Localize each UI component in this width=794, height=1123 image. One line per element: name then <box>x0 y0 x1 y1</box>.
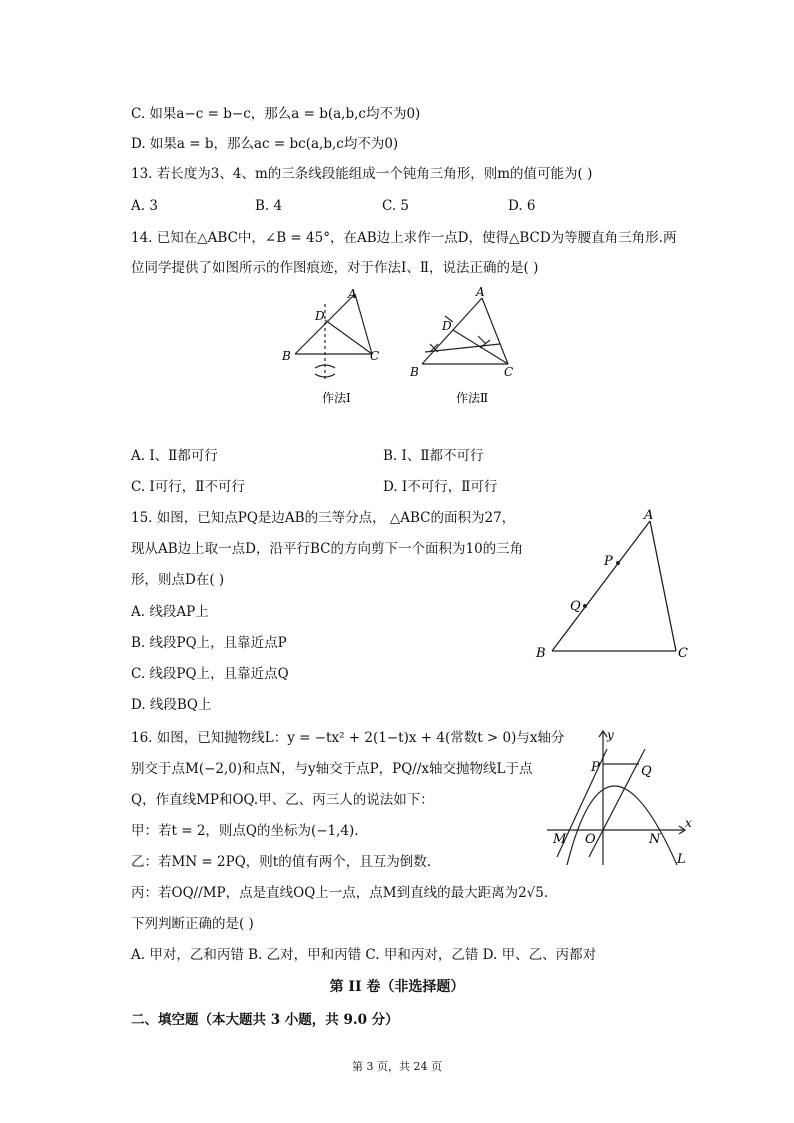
fig15-label-b: B <box>536 646 546 661</box>
question-14-line2: 位同学提供了如图所示的作图痕迹，对于作法Ⅰ、Ⅱ，说法正确的是( ) <box>131 260 539 276</box>
q13-option-b: B. 4 <box>255 198 283 214</box>
q15-option-b: B. 线段PQ上，且靠近点P <box>131 635 287 651</box>
fig15-label-p: P <box>604 554 613 569</box>
section-title: 第 II 卷（非选择题） <box>329 979 465 995</box>
fig15-label-a: A <box>644 508 654 523</box>
question-16-statement-jia: 甲：若t = 2，则点Q的坐标为(−1,4). <box>131 823 359 839</box>
q15-option-d: D. 线段BQ上 <box>131 697 212 713</box>
fig16-label-q: Q <box>641 764 652 779</box>
fig16-label-x: x <box>685 816 692 830</box>
fig14-right-label-a: A <box>476 285 485 299</box>
q14-option-a: A. Ⅰ、Ⅱ都可行 <box>131 448 218 464</box>
q15-option-c: C. 线段PQ上，且靠近点Q <box>131 666 289 682</box>
q14-option-c: C. Ⅰ可行，Ⅱ不可行 <box>131 479 245 495</box>
question-15-line1: 15. 如图，已知点PQ是边AB的三等分点， △ABC的面积为27， <box>131 510 516 526</box>
fig14-right-label-b: B <box>410 365 419 379</box>
q13-option-c: C. 5 <box>382 198 410 214</box>
fig16-label-n: N <box>649 832 661 847</box>
fig14-right-caption: 作法Ⅱ <box>456 391 489 405</box>
fig16-label-y: y <box>607 728 614 742</box>
question-16-statement-bing: 丙：若OQ//MP，点是直线OQ上一点，点M到直线的最大距离为2√5. <box>131 885 549 901</box>
q13-option-a: A. 3 <box>131 198 158 214</box>
fig14-left-label-c: C <box>370 349 380 363</box>
fig16-label-l: L <box>677 852 686 867</box>
part-two-heading: 二、填空题（本大题共 3 小题，共 9.0 分） <box>131 1012 399 1028</box>
option-c-line: C. 如果a−c = b−c，那么a = b(a,b,c均不为0) <box>131 106 421 122</box>
figure-16 <box>545 727 695 867</box>
fig14-left-label-d: D <box>315 309 325 323</box>
q14-option-b: B. Ⅰ、Ⅱ都不可行 <box>383 448 484 464</box>
figure-15 <box>530 505 700 665</box>
fig16-label-p: P <box>591 760 600 775</box>
figure-14 <box>270 282 530 412</box>
question-14-line1: 14. 已知在△ABC中，∠B = 45°，在AB边上求作一点D，使得△BCD为等腰直角三角形.两 <box>131 230 677 246</box>
fig14-right-label-d: D <box>442 319 452 333</box>
q16-options: A. 甲对，乙和丙错 B. 乙对，甲和丙错 C. 甲和丙对，乙错 D. 甲、乙、丙都对 <box>131 947 597 963</box>
q13-option-d: D. 6 <box>508 198 536 214</box>
fig16-label-o: O <box>585 832 596 847</box>
fig15-label-c: C <box>678 646 688 661</box>
fig14-left-label-b: B <box>282 349 291 363</box>
question-15-line3: 形，则点D在( ) <box>131 572 225 588</box>
fig14-left-caption: 作法Ⅰ <box>322 391 351 405</box>
question-16-statement-yi: 乙：若MN = 2PQ，则t的值有两个，且互为倒数. <box>131 854 431 870</box>
question-16-line2: 别交于点M(−2,0)和点N，与y轴交于点P，PQ//x轴交抛物线L于点 <box>131 761 533 777</box>
page-footer: 第 3 页，共 24 页 <box>352 1060 442 1073</box>
option-d-line: D. 如果a = b，那么ac = bc(a,b,c均不为0) <box>131 136 399 152</box>
fig14-right-label-c: C <box>504 365 514 379</box>
question-13: 13. 若长度为3、4、m的三条线段能组成一个钝角三角形，则m的值可能为( ) <box>131 166 593 182</box>
fig14-left-label-a: A <box>348 287 357 301</box>
question-15-line2: 现从AB边上取一点D，沿平行BC的方向剪下一个面积为10的三角 <box>131 541 524 557</box>
fig16-label-m: M <box>553 832 567 847</box>
fig15-label-q: Q <box>570 599 581 614</box>
question-16-line1: 16. 如图，已知抛物线L：y = −tx² + 2(1−t)x + 4(常数t > 0)与x轴分 <box>131 730 565 746</box>
q14-option-d: D. Ⅰ不可行，Ⅱ可行 <box>383 479 498 495</box>
q15-option-a: A. 线段AP上 <box>131 604 209 620</box>
question-16-line3: Q，作直线MP和OQ.甲、乙、丙三人的说法如下： <box>131 792 434 808</box>
question-16-prompt: 下列判断正确的是( ) <box>131 916 254 932</box>
